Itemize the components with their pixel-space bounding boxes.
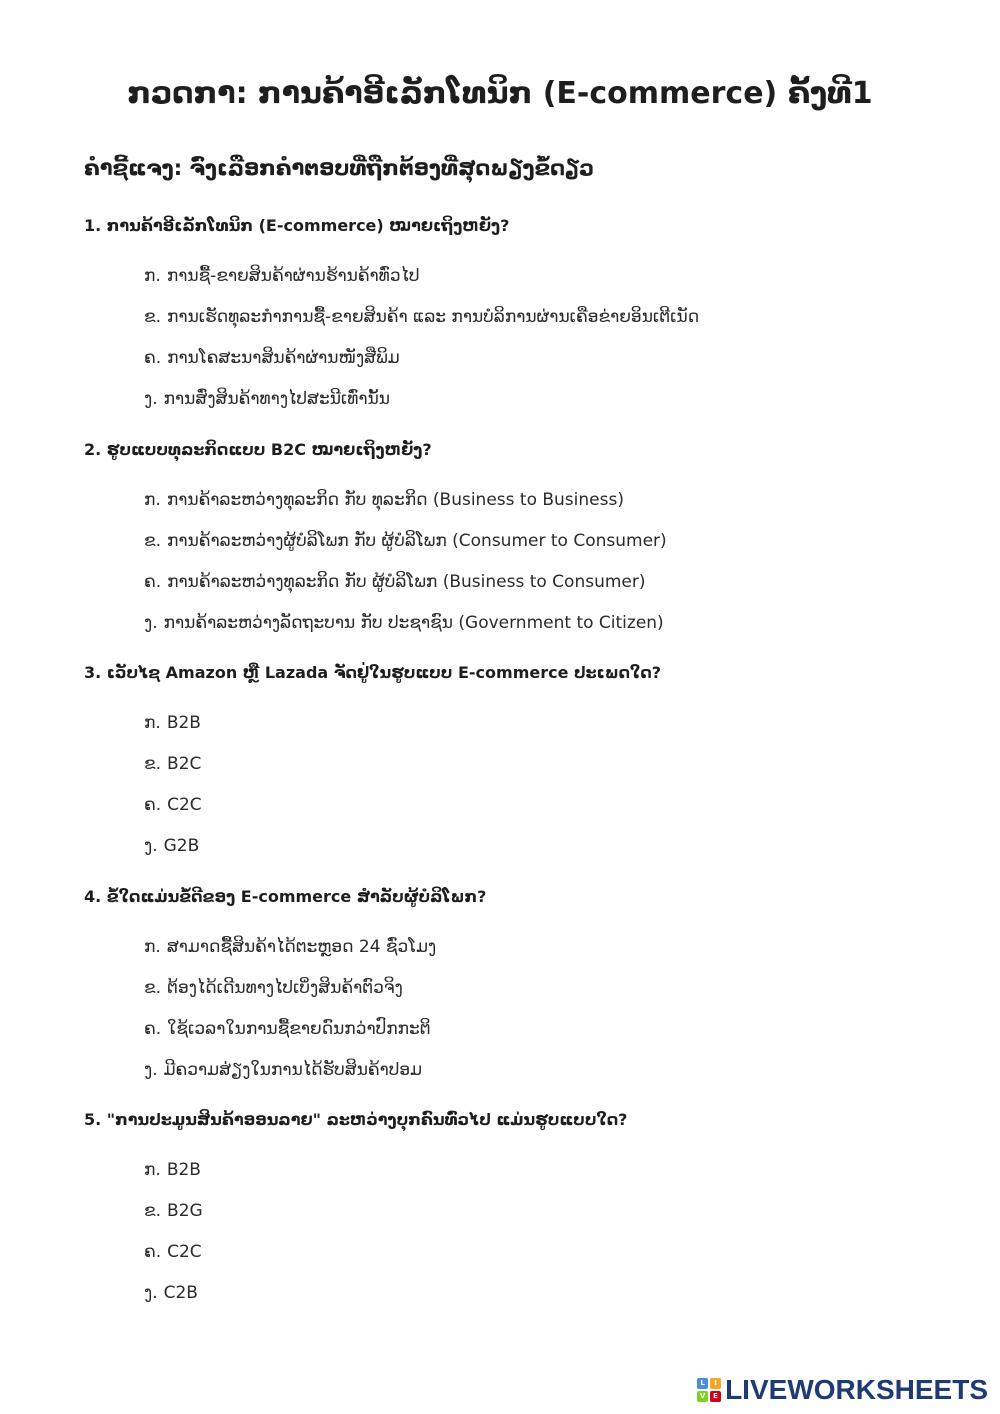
option-text: ການຄ້າລະຫວ່າງທຸລະກິດ ກັບ ທຸລະກິດ (Business to Business) xyxy=(166,490,624,510)
option-b[interactable] xyxy=(144,303,699,331)
option-text: B2B xyxy=(166,713,201,733)
option-letter: ກ. xyxy=(144,1160,161,1180)
logo-tile: V xyxy=(697,1391,708,1402)
option-letter: ກ. xyxy=(144,266,161,286)
option-c[interactable] xyxy=(144,791,202,819)
option-letter: ຄ. xyxy=(144,572,162,592)
liveworksheets-logo-icon xyxy=(697,1378,721,1402)
option-letter: ຂ. xyxy=(144,531,162,551)
option-letter: ງ. xyxy=(144,1060,158,1080)
option-text: C2B xyxy=(163,1283,198,1303)
liveworksheets-brand[interactable] xyxy=(697,1374,988,1406)
option-letter: ຂ. xyxy=(144,1201,162,1221)
option-d[interactable] xyxy=(144,1279,198,1307)
option-letter: ກ. xyxy=(144,713,161,733)
option-d[interactable] xyxy=(144,385,390,413)
option-text: ການຊື້-ຂາຍສິນຄ້າຜ່ານຮ້ານຄ້າທົ່ວໄປ xyxy=(166,266,420,286)
option-c[interactable] xyxy=(144,568,646,596)
option-letter: ກ. xyxy=(144,937,161,957)
option-b[interactable] xyxy=(144,527,667,555)
option-a[interactable] xyxy=(144,1156,201,1184)
option-text: ການຄ້າລະຫວ່າງຜູ້ບໍລິໂພກ ກັບ ຜູ້ບໍລິໂພກ (Consumer to Consumer) xyxy=(167,531,667,551)
brand-name: LIVEWORKSHEETS xyxy=(725,1374,988,1405)
logo-tile: E xyxy=(710,1391,721,1402)
option-letter: ງ. xyxy=(144,1283,158,1303)
option-text: B2G xyxy=(167,1201,203,1221)
option-letter: ຂ. xyxy=(144,307,162,327)
option-b[interactable] xyxy=(144,974,403,1002)
option-letter: ຄ. xyxy=(144,348,162,368)
option-text: ການຄ້າລະຫວ່າງທຸລະກິດ ກັບ ຜູ້ບໍລິໂພກ (Business to Consumer) xyxy=(167,572,646,592)
option-text: ການໂຄສະນາສິນຄ້າຜ່ານໜັງສືພິມ xyxy=(167,348,400,368)
question-text: 5. "ການປະມູນສິນຄ້າອອນລາຍ" ລະຫວ່າງບຸກຄົນທົ່ວໄປ ແມ່ນຮູບແບບໃດ? xyxy=(84,1110,628,1129)
option-letter: ງ. xyxy=(144,613,158,633)
option-letter: ຄ. xyxy=(144,1019,162,1039)
option-text: C2C xyxy=(167,795,202,815)
option-a[interactable] xyxy=(144,486,624,514)
option-text: ການເຮັດທຸລະກຳການຊື້-ຂາຍສິນຄ້າ ແລະ ການບໍລິການຜ່ານເຄືອຂ່າຍອິນເຕີເນັດ xyxy=(167,307,700,327)
option-text: ສາມາດຊື້ສິນຄ້າໄດ້ຕະຫຼອດ 24 ຊົ່ວໂມງ xyxy=(166,937,437,957)
worksheet-title: ກວດກາ: ການຄ້າອີເລັກໂທນິກ (E-commerce) ຄັ້ງທີ1 xyxy=(127,76,873,111)
option-a[interactable] xyxy=(144,933,436,961)
option-d[interactable] xyxy=(144,1056,422,1084)
option-letter: ຂ. xyxy=(144,978,162,998)
instruction-text: ຄຳຊີ້ແຈງ: ຈົ່ງເລືອກຄຳຕອບທີ່ຖືກຕ້ອງທີ່ສຸດພຽງຂໍ້ດຽວ xyxy=(84,156,595,180)
option-d[interactable] xyxy=(144,832,199,860)
option-letter: ກ. xyxy=(144,490,161,510)
logo-tile: L xyxy=(697,1378,708,1389)
option-text: ຕ້ອງໄດ້ເດີນທາງໄປເບິ່ງສິນຄ້າຕົວຈິງ xyxy=(167,978,403,998)
option-text: C2C xyxy=(167,1242,202,1262)
option-c[interactable] xyxy=(144,1015,431,1043)
option-c[interactable] xyxy=(144,344,400,372)
option-text: B2B xyxy=(166,1160,201,1180)
option-a[interactable] xyxy=(144,709,201,737)
option-text: ມີຄວາມສ່ຽງໃນການໄດ້ຮັບສິນຄ້າປອມ xyxy=(163,1060,423,1080)
option-letter: ງ. xyxy=(144,389,158,409)
option-b[interactable] xyxy=(144,750,201,778)
option-b[interactable] xyxy=(144,1197,203,1225)
question-text: 4. ຂໍ້ໃດແມ່ນຂໍ້ດີຂອງ E-commerce ສຳລັບຜູ້ບໍລິໂພກ? xyxy=(84,887,487,906)
option-text: G2B xyxy=(163,836,200,856)
option-text: ໃຊ້ເວລາໃນການຊື້ຂາຍດົນກວ່າປົກກະຕິ xyxy=(167,1019,431,1039)
option-text: ການສົ່ງສິນຄ້າທາງໄປສະນີເທົ່ານັ້ນ xyxy=(163,389,390,409)
option-c[interactable] xyxy=(144,1238,202,1266)
option-a[interactable] xyxy=(144,262,420,290)
option-text: ການຄ້າລະຫວ່າງລັດຖະບານ ກັບ ປະຊາຊົນ (Government to Citizen) xyxy=(163,613,664,633)
option-letter: ຄ. xyxy=(144,795,162,815)
option-d[interactable] xyxy=(144,609,664,637)
option-text: B2C xyxy=(167,754,202,774)
logo-tile: I xyxy=(710,1378,721,1389)
question-text: 3. ເວັບໄຊ Amazon ຫຼື Lazada ຈັດຢູ່ໃນຮູບແບບ E-commerce ປະເພດໃດ? xyxy=(84,663,662,682)
option-letter: ຂ. xyxy=(144,754,162,774)
question-text: 1. ການຄ້າອີເລັກໂທນິກ (E-commerce) ໝາຍເຖິງຫຍັງ? xyxy=(84,216,510,235)
option-letter: ງ. xyxy=(144,836,158,856)
option-letter: ຄ. xyxy=(144,1242,162,1262)
question-text: 2. ຮູບແບບທຸລະກິດແບບ B2C ໝາຍເຖິງຫຍັງ? xyxy=(84,440,432,459)
